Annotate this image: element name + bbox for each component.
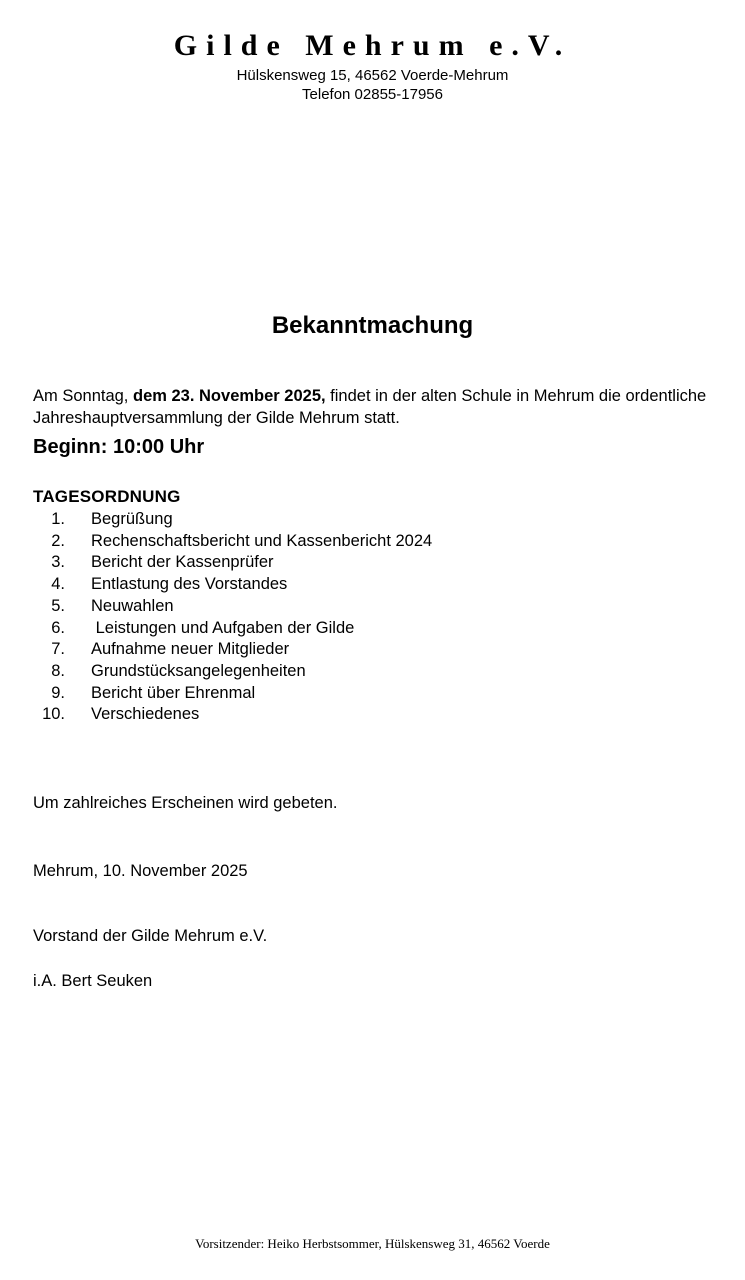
agenda-item-number: 10.	[42, 705, 65, 724]
agenda-item	[20, 552, 717, 574]
intro-text-pre: Am Sonntag,	[33, 386, 133, 405]
intro-text-date-bold: dem 23. November 2025,	[132, 386, 326, 405]
org-phone-line: Telefon 02855-17956	[302, 86, 443, 103]
closing-request: Um zahlreiches Erscheinen wird gebeten.	[33, 794, 338, 812]
agenda-item-number: 3.	[51, 553, 65, 572]
agenda-item-number: 1.	[51, 510, 65, 528]
agenda-item-label: Begrüßung	[91, 510, 173, 528]
document-title: Bekanntmachung	[271, 312, 474, 340]
agenda-item-number: 8.	[51, 661, 65, 680]
intro-paragraph	[33, 385, 717, 430]
place-date-line: Mehrum, 10. November 2025	[33, 862, 248, 880]
start-time-heading: Beginn: 10:00 Uhr	[33, 436, 205, 458]
intro-text-post: findet in der alten Schule in Mehrum die ordentliche Jahreshauptversammlung der Gilde Mehrum statt.	[33, 386, 707, 427]
agenda-item-label: Neuwahlen	[91, 596, 174, 615]
agenda-item	[20, 531, 717, 553]
org-name: Gilde Mehrum e.V.	[173, 29, 572, 62]
agenda-item	[20, 661, 717, 683]
agenda-item	[20, 574, 717, 596]
agenda-item-label: Rechenschaftsbericht und Kassenbericht 2024	[91, 531, 433, 550]
signature-name: i.A. Bert Seuken	[33, 972, 153, 990]
agenda-item	[20, 618, 717, 640]
signature-organization: Vorstand der Gilde Mehrum e.V.	[33, 927, 268, 945]
letterhead	[0, 26, 745, 104]
agenda-item-label: Grundstücksangelegenheiten	[91, 661, 306, 680]
org-address-line1: Hülskensweg 15, 46562 Voerde-Mehrum	[236, 67, 509, 84]
agenda-list	[20, 509, 717, 726]
chairman-footer: Vorsitzender: Heiko Herbstsommer, Hülskensweg 31, 46562 Voerde	[195, 1236, 550, 1251]
agenda-item-number: 2.	[51, 531, 65, 550]
agenda-item-label: Bericht der Kassenprüfer	[91, 553, 274, 572]
agenda-item-number: 4.	[51, 575, 65, 594]
agenda-item-number: 5.	[51, 596, 65, 615]
agenda-item	[20, 509, 717, 531]
agenda-item	[20, 704, 717, 726]
agenda-heading: TAGESORDNUNG	[33, 487, 181, 506]
agenda-item	[20, 596, 717, 618]
agenda-item-number: 6.	[51, 618, 65, 637]
agenda-item-label: Leistungen und Aufgaben der Gilde	[91, 618, 355, 637]
agenda-item	[20, 639, 717, 661]
agenda-item-label: Verschiedenes	[91, 705, 200, 724]
agenda-item-label: Bericht über Ehrenmal	[91, 683, 256, 702]
agenda-item	[20, 683, 717, 705]
agenda-item-label: Aufnahme neuer Mitglieder	[91, 640, 290, 659]
agenda-item-label: Entlastung des Vorstandes	[91, 575, 288, 594]
agenda-item-number: 9.	[51, 683, 65, 702]
agenda-item-number: 7.	[51, 640, 65, 659]
